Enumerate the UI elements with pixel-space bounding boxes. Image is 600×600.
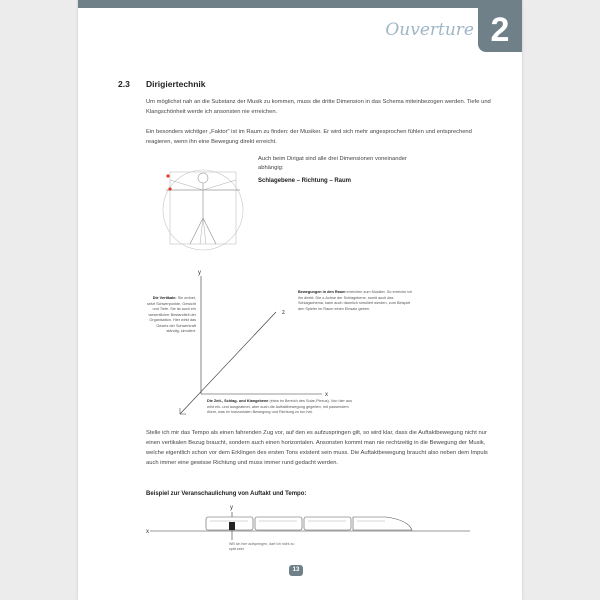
train-note: Will ich hier aufspringen, darf ich nicht zu spät sein! <box>229 542 295 551</box>
page-number: 13 <box>292 567 300 573</box>
axis-x-label: x <box>325 392 328 398</box>
note-plane-text: (etwa im Bereich des Solar-Plexus). Von hier aus wird ein- und ausgeatmet, aber auch die Auftaktbewegung gegeben, mit passendem Atem, was im horizontalen Bewegung und Richtung zu tun hat. <box>207 399 352 414</box>
note-vertical-text: Sie ordnet, setzt Schwerpunkte, Gewicht und Tiefe. Sie ist auch ein wesentlicher Bestandteil der Organisation. Hier wirkt das Gesetz der Schwerkraft ständig, simuliert. <box>147 296 196 333</box>
paragraph-2: Ein besonders wichtiger „Faktor" ist im Raum zu finden: der Musiker. Er wird sich mehr angesprochen fühlen und entsprechend reagieren, wenn ihn eine Bewegung direkt erreicht. <box>146 129 472 145</box>
dimension-intro: Auch beim Dirigat sind alle drei Dimensionen voneinander abhängig: <box>258 156 407 171</box>
train-car <box>304 517 351 530</box>
note-space-text: erreichen zum Musiker. So erreiche ich ihn direkt. Die z-Achse der Schlagebene, somit auch das Schlagschema, kann auch räumlich simuliert werden, zum Beispiel den Spieler im Raum einen Einsatz geben. <box>298 290 413 311</box>
note-vertical <box>146 296 196 335</box>
section-title: Dirigiertechnik <box>146 79 206 89</box>
paragraph-1: Um möglichst nah an die Substanz der Musik zu kommen, muss die dritte Dimension in das Schema miteinbezogen werden. Tiefe und Klangschönheit werde ich ansonsten nie erreichen. <box>146 99 491 115</box>
note-space <box>298 290 413 312</box>
note-plane-title: Die Zeit-, Schlag- und Klangebene <box>207 399 269 403</box>
train-car <box>255 517 302 530</box>
red-marker-top <box>166 174 169 177</box>
red-marker-mid <box>168 187 171 190</box>
axis-y-label: y <box>198 270 201 276</box>
train-axis-y-label: y <box>230 505 233 511</box>
train-axis-x-label: x <box>146 529 149 535</box>
train-engine <box>353 517 412 530</box>
train <box>206 517 412 530</box>
note-space-title: Bewegungen in den Raum <box>298 290 346 294</box>
train-diagram <box>140 500 470 560</box>
section-number: 2.3 <box>118 79 130 89</box>
example-title: Beispiel zur Veranschaulichung von Auftakt und Tempo: <box>146 491 307 497</box>
train-door-marker <box>229 522 235 530</box>
chapter-title: Ouverture <box>385 20 474 40</box>
chapter-number-box <box>478 8 522 52</box>
note-vertical-title: Die Vertikale: <box>152 296 177 300</box>
dimension-list: Schlagebene – Richtung – Raum <box>258 178 352 184</box>
chapter-number: 2 <box>490 11 510 49</box>
page-number-badge <box>289 565 303 576</box>
paragraph-3: Stelle ich mir das Tempo als einen fahrenden Zug vor, auf den es aufzuspringen gilt, so wird klar, dass die Auftaktbewegung nicht nur einen vertikalen Bezug braucht, sondern auch einen horizontalen. Ansonsten kommt man nie rechtzeitig in die Bewegung der Musik, welche eigentlich schon vor dem Erklingen des ersten Tons existent sein muss. Die Auftaktbewegung braucht also neben dem Impuls auch immer eine gewisse Richtung und muss immer rund gedacht werden. <box>146 430 488 466</box>
axis-z-label: z <box>282 310 285 316</box>
vitruvian-figure <box>152 158 252 258</box>
note-plane <box>207 399 352 416</box>
header-bar <box>78 0 522 8</box>
